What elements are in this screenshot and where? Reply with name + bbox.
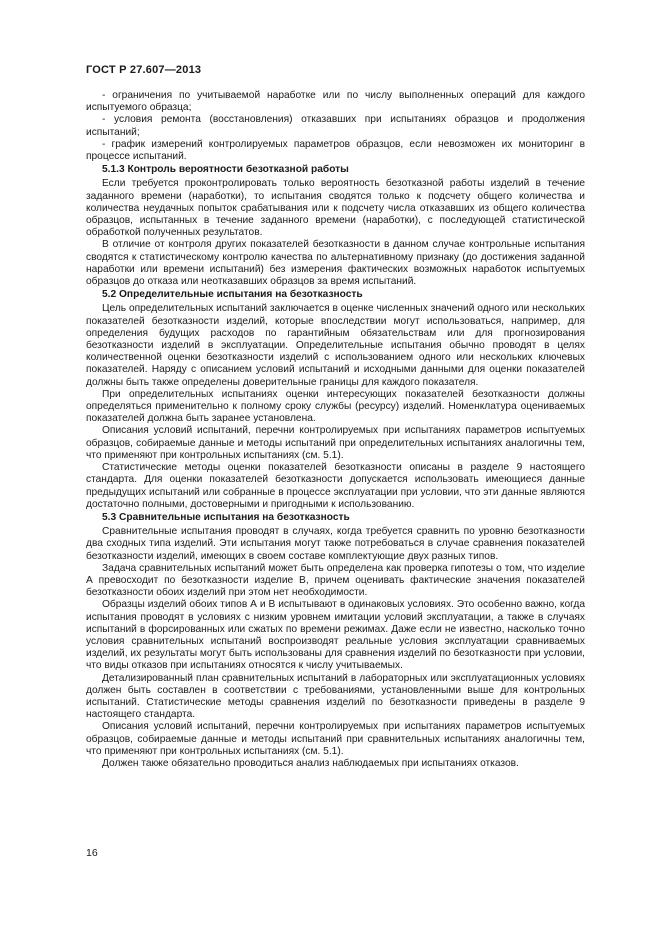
paragraph: Описания условий испытаний, перечни контролируемых при испытаниях параметров испытуемых образцов, собираемые данные и методы испытаний при определительных испытаниях аналогичны тем, что применяют при контрольных испытаниях (см. 5.1). <box>86 425 585 461</box>
paragraph: Сравнительные испытания проводят в случаях, когда требуется сравнить по уровню безотказности два сходных типа изделий. Эти испытания могут также потребоваться в случае сравнения показателей безотказности изделий, имеющих в своем составе комплектующие двух разных типов. <box>86 526 585 562</box>
paragraph: Задача сравнительных испытаний может быть определена как проверка гипотезы о том, что изделие А превосходит по безотказности изделие В, причем оценивать фактические значения показателей безотказности обоих изделий при этом нет необходимости. <box>86 562 585 599</box>
paragraph: В отличие от контроля других показателей безотказности в данном случае контрольные испытания сводятся к статистическому контролю качества по альтернативному признаку (до достижения заданной наработки или времени испытаний) без измерения фактических возможных наработок испытуемых образцов до отказа или неотказавших образцов за время испытаний. <box>86 239 585 288</box>
paragraph: Образцы изделий обоих типов А и В испытывают в одинаковых условиях. Это особенно важно, когда испытания проводят в условиях с низким уровнем имитации условий эксплуатации, а также в случаях испытаний в форсированных или сжатых по времени режимах. Даже если не известно, насколько точно условия сравнительных испытаний воспроизводят реальные условия эксплуатации сравниваемых изделий, их результаты могут быть использованы для сравнения изделий по безотказности при условии, что виды отказов при испытаниях относятся к числу учитываемых. <box>86 599 585 672</box>
paragraph: Должен также обязательно проводиться анализ наблюдаемых при испытаниях отказов. <box>102 757 519 769</box>
list-item-dash: - ограничения по учитываемой наработке или по числу выполненных операций для каждого испытуемого образца; <box>86 90 585 114</box>
section-heading-5-3: 5.3 Сравнительные испытания на безотказность <box>102 511 350 523</box>
paragraph: Цель определительных испытаний заключается в оценке численных значений одного или нескольких показателей безотказности изделий, которые впоследствии могут использоваться, например, для определения будущих расходов по гарантийным обязательствам или для прогнозирования безотказности изделий в эксплуатации. Определительные испытания обычно проводят в целях количественной оценки безотказности изделий с использованием одного или нескольких ключевых показателей. Наряду с описанием условий испытаний и исходными данными для оценки показателей должны быть также определены доверительные границы для каждого показателя. <box>86 303 585 388</box>
list-item-dash: - условия ремонта (восстановления) отказавших при испытаниях образцов и продолжения испытаний; <box>86 114 585 138</box>
section-heading-5-1-3: 5.1.3 Контроль вероятности безотказной работы <box>102 164 349 176</box>
list-item-dash: - график измерений контролируемых параметров образцов, если невозможен их мониторинг в процессе испытаний. <box>86 138 585 163</box>
paragraph: При определительных испытаниях оценки интересующих показателей безотказности должны определяться применительно к полному сроку службы (ресурсу) изделий. Номенклатура оцениваемых показателей должна быть заранее установлена. <box>86 388 585 425</box>
paragraph: Статистические методы оценки показателей безотказности описаны в разделе 9 настоящего стандарта. Для оценки показателей безотказности допускается использовать имеющиеся данные предыдущих испытаний или собранные в процессе эксплуатации при условии, что эти данные являются достаточно полными, достоверными и пригодными к использованию. <box>86 462 585 510</box>
paragraph: Описания условий испытаний, перечни контролируемых при испытаниях параметров испытуемых образцов, собираемые данные и методы испытаний при сравнительных испытаниях аналогичны тем, что применяют при контрольных испытаниях (см. 5.1). <box>86 721 585 757</box>
document-header: ГОСТ Р 27.607—2013 <box>86 64 202 76</box>
page-number: 16 <box>86 847 98 859</box>
paragraph: Если требуется проконтролировать только вероятность безотказной работы изделий в течение заданного времени (наработки), то испытания сводятся только к подсчету общего количества и количества неудачных попыток срабатывания или к подсчету числа отказавших из общего количества образцов, испытанных в течение заданного времени (наработки), с последующей статистической обработкой полученных результатов. <box>86 178 585 239</box>
document-body <box>86 90 585 770</box>
section-heading-5-2: 5.2 Определительные испытания на безотказность <box>102 289 363 301</box>
paragraph: Детализированный план сравнительных испытаний в лабораторных или эксплуатационных условиях должен быть составлен в соответствии с требованиями, установленными выше для контрольных испытаний. Статистические методы сравнения изделий по безотказности приведены в разделе 9 настоящего стандарта. <box>86 672 585 721</box>
